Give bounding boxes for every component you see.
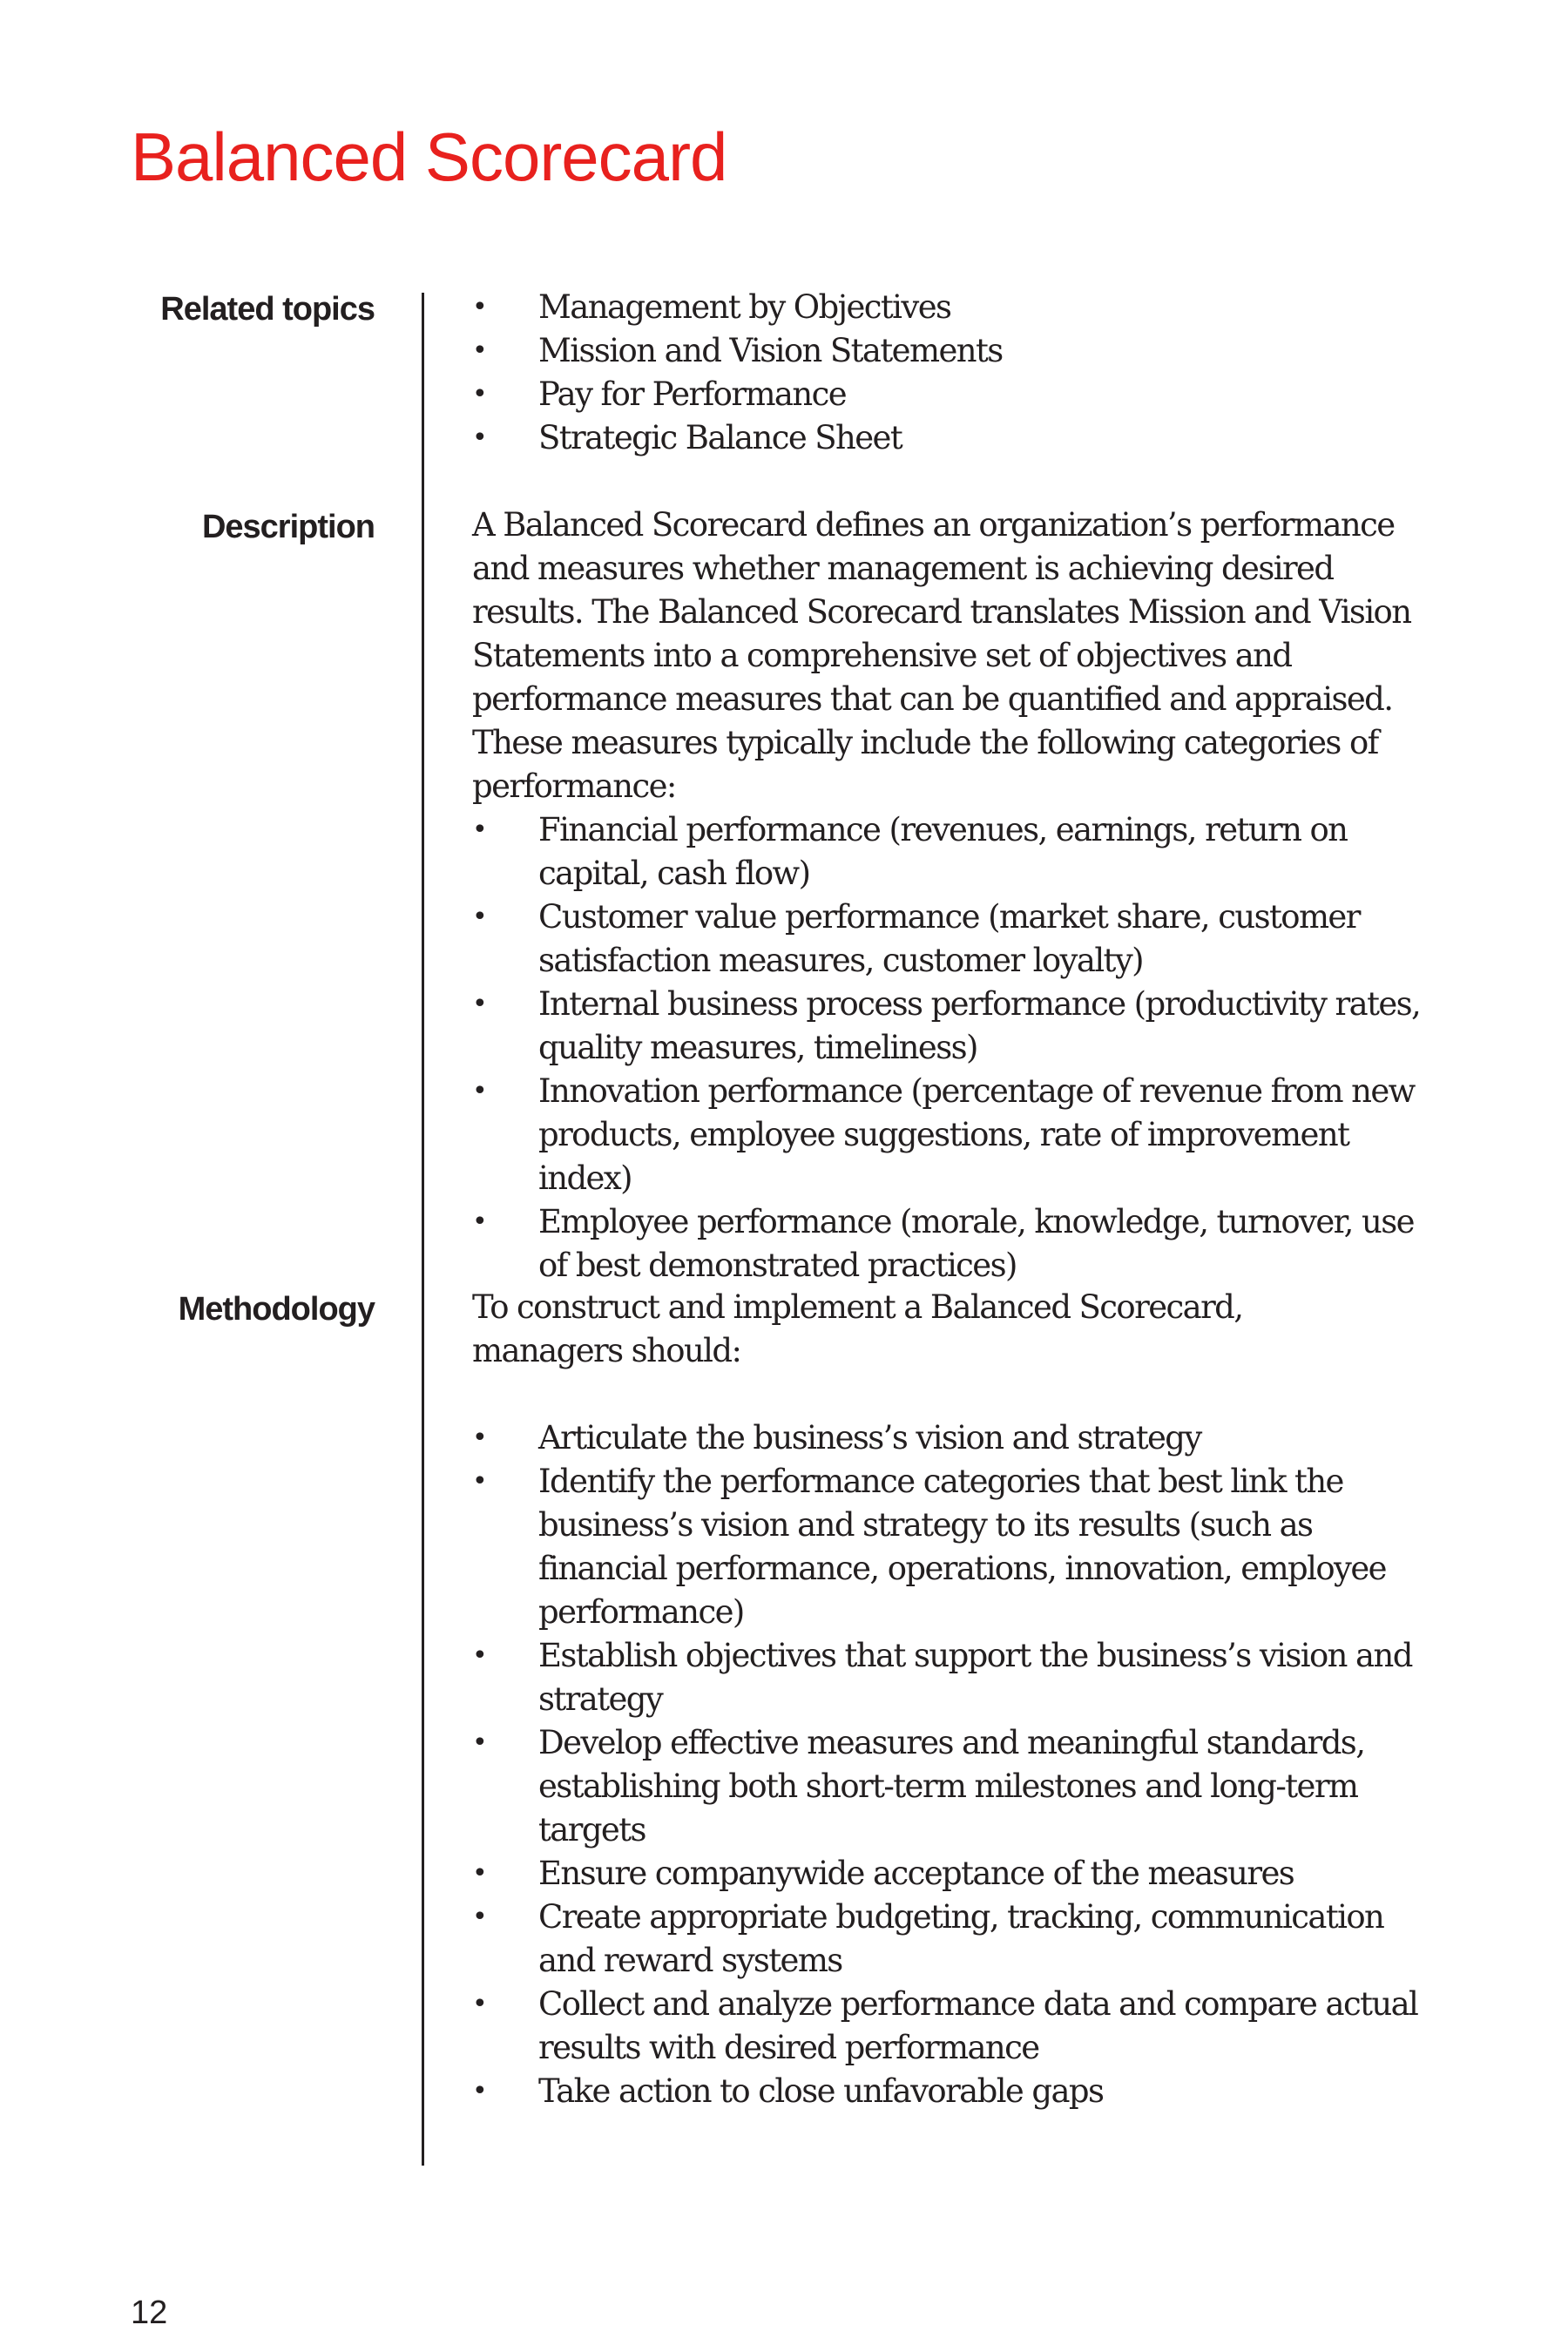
methodology-label: Methodology bbox=[178, 1291, 375, 1328]
description-paragraph: A Balanced Scorecard defines an organization’s performance and measures whether management is achieving desired results. The Balanced Scorecard translates Mission and Vision Statements into a comprehensive set of objectives and performance measures that can be quantified and appraised. These measures typically include the following categories of performance: bbox=[472, 506, 1411, 805]
list-item: • Internal business process performance (productivity rates, quality measures, timeliness) bbox=[472, 983, 1448, 1070]
related-topics-list bbox=[472, 286, 1448, 460]
list-item: • Articulate the business’s vision and strategy bbox=[472, 1416, 1448, 1460]
performance-categories-list bbox=[472, 808, 1448, 1288]
page-number: 12 bbox=[131, 2295, 168, 2331]
list-item: • Collect and analyze performance data and compare actual results with desired performance bbox=[472, 1983, 1448, 2070]
list-item: • Develop effective measures and meaningful standards, establishing both short-term milestones and long-term targets bbox=[472, 1721, 1448, 1852]
list-item: • Take action to close unfavorable gaps bbox=[472, 2070, 1448, 2113]
list-item: • Mission and Vision Statements bbox=[472, 329, 1448, 373]
list-item: • Establish objectives that support the business’s vision and strategy bbox=[472, 1634, 1448, 1721]
list-item: • Pay for Performance bbox=[472, 373, 1448, 416]
list-item: • Customer value performance (market share, customer satisfaction measures, customer loyalty) bbox=[472, 896, 1448, 983]
list-item: • Create appropriate budgeting, tracking, communication and reward systems bbox=[472, 1896, 1448, 1983]
column-divider bbox=[422, 293, 424, 2166]
methodology-paragraph: To construct and implement a Balanced Scorecard, managers should: bbox=[472, 1288, 1243, 1369]
list-item: • Financial performance (revenues, earnings, return on capital, cash flow) bbox=[472, 808, 1448, 896]
related-topics-label: Related topics bbox=[160, 291, 375, 328]
list-item: • Management by Objectives bbox=[472, 286, 1448, 329]
methodology-steps-list bbox=[472, 1416, 1448, 2113]
list-item: • Ensure companywide acceptance of the measures bbox=[472, 1852, 1448, 1896]
list-item: • Innovation performance (percentage of revenue from new products, employee suggestions, rate of improvement index) bbox=[472, 1070, 1448, 1200]
list-item: • Strategic Balance Sheet bbox=[472, 416, 1448, 460]
page-title: Balanced Scorecard bbox=[131, 118, 727, 195]
description-label: Description bbox=[201, 509, 375, 545]
list-item: • Identify the performance categories that best link the business’s vision and strategy to its results (such as financial performance, operations, innovation, employee performance) bbox=[472, 1460, 1448, 1634]
list-item: • Employee performance (morale, knowledge, turnover, use of best demonstrated practices) bbox=[472, 1200, 1448, 1288]
